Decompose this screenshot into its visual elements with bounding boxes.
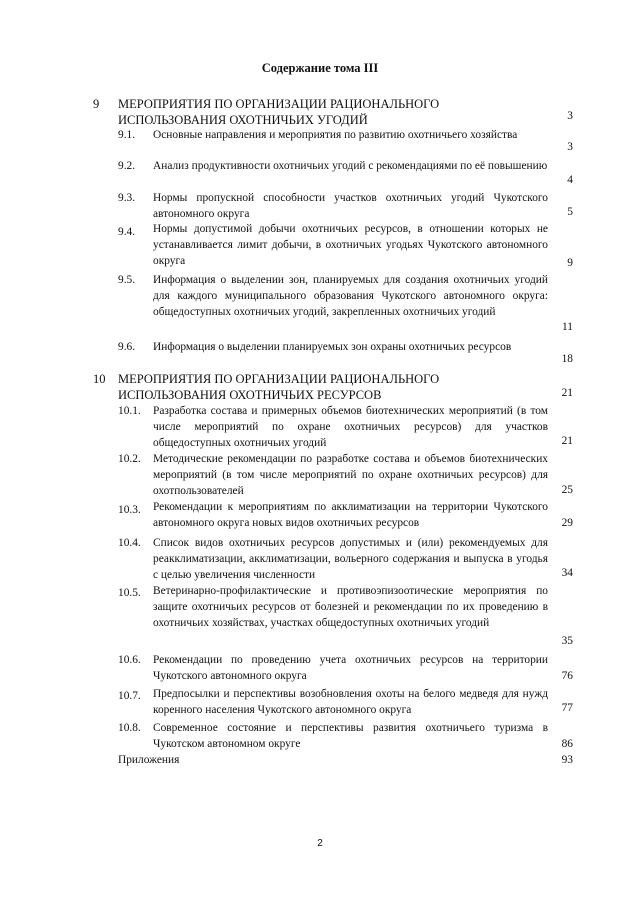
toc-page: 21 <box>561 435 573 447</box>
toc-number: 9 <box>93 97 100 111</box>
toc-title: Методические рекомендации по разработке состава и объемов биотехнических мероприятий (в том числе мероприятий по охране охотничьих ресурсов) для охотпользователей <box>153 453 548 497</box>
toc-item-10-2[interactable] <box>0 451 640 499</box>
toc-title: Предпосылки и перспективы возобновления охоты на белого медведя для нужд коренного населения Чукотского автономного округа <box>153 688 548 716</box>
toc-item-10-3[interactable] <box>0 499 640 533</box>
toc-title: Информация о выделении зон, планируемых для создания охотничьих угодий для каждого муниципального образования Чукотского автономного округа: общедоступных охотничьих угодий, закрепленных охотничьих угодий <box>153 274 548 318</box>
toc-number: 9.6. <box>118 341 136 353</box>
toc-section-9[interactable] <box>0 96 640 130</box>
toc-number: 9.5. <box>118 274 136 286</box>
toc-page: 18 <box>561 353 573 365</box>
toc-title: Список видов охотничьих ресурсов допустимых и (или) рекомендуемых для реакклиматизации, акклиматизации, вольерного содержания и выпуска в угодья с целью увеличения численности <box>153 537 548 581</box>
toc-page: 93 <box>561 754 573 766</box>
toc-title: Ветеринарно-профилактические и противоэпизоотические мероприятия по защите охотничьих ресурсов от болезней и рекомендации по их проведению в охотничьих хозяйствах, участках общедоступных охотничьих угодий <box>153 585 548 629</box>
toc-number: 10.5. <box>118 587 141 599</box>
toc-item-9-6[interactable] <box>0 339 640 371</box>
toc-page: 76 <box>561 670 573 682</box>
toc-page: 21 <box>561 387 573 399</box>
toc-title: Приложения <box>118 754 180 766</box>
toc-page: 4 <box>567 174 573 186</box>
toc-item-10-8[interactable] <box>0 720 640 752</box>
toc-page: 29 <box>561 517 573 529</box>
toc-number: 9.2. <box>118 160 136 172</box>
toc-page: 77 <box>561 702 573 714</box>
toc-title: Рекомендации к мероприятиям по акклиматизации на территории Чукотского автономного округа новых видов охотничьих ресурсов <box>153 501 548 529</box>
toc-page: 25 <box>561 484 573 496</box>
toc-page: 3 <box>567 141 573 153</box>
toc-appendix[interactable] <box>0 752 640 770</box>
toc-title: Основные направления и мероприятия по развитию охотничьего хозяйства <box>153 129 518 141</box>
toc-page: 9 <box>567 257 573 269</box>
toc-item-10-4[interactable] <box>0 535 640 583</box>
toc-number: 9.1. <box>118 129 136 141</box>
toc-number: 10.6. <box>118 654 141 666</box>
toc-number: 9.4. <box>118 226 136 238</box>
toc-title: Нормы допустимой добычи охотничьих ресурсов, в отношении которых не устанавливается лимит добычи, в охотничьих угодьях Чукотского автономного округа <box>153 223 548 267</box>
toc-title: Информация о выделении планируемых зон охраны охотничьих ресурсов <box>153 341 512 353</box>
page-title: Содержание тома III <box>261 61 379 75</box>
toc-number: 10.1. <box>118 405 141 417</box>
toc-page: 86 <box>561 738 573 750</box>
toc-page: 5 <box>567 206 573 218</box>
toc-title: Нормы пропускной способности участков охотничьих угодий Чукотского автономного округа <box>153 192 548 220</box>
toc-item-10-5[interactable] <box>0 583 640 647</box>
toc-title: Анализ продуктивности охотничьих угодий с рекомендациями по её повышению <box>153 160 548 172</box>
toc-page: 34 <box>561 567 573 579</box>
toc-number: 10.8. <box>118 722 141 734</box>
toc-number: 10 <box>93 372 106 386</box>
toc-title: МЕРОПРИЯТИЯ ПО ОРГАНИЗАЦИИ РАЦИОНАЛЬНОГО ИСПОЛЬЗОВАНИЯ ОХОТНИЧЬИХ РЕСУРСОВ <box>118 372 440 402</box>
toc-title: Разработка состава и примерных объемов биотехнических мероприятий (в том числе мероприятий по охране охотничьих ресурсов) для участков общедоступных охотничьих угодий <box>153 405 548 449</box>
page-number-footer: 2 <box>317 838 323 849</box>
toc-item-10-7[interactable] <box>0 686 640 718</box>
toc-number: 10.2. <box>118 453 141 465</box>
toc-page: 35 <box>561 635 573 647</box>
toc-item-9-2[interactable] <box>0 158 640 190</box>
toc-title: МЕРОПРИЯТИЯ ПО ОРГАНИЗАЦИИ РАЦИОНАЛЬНОГО ИСПОЛЬЗОВАНИЯ ОХОТНИЧЬИХ УГОДИЙ <box>118 97 440 127</box>
toc-item-9-3[interactable] <box>0 190 640 222</box>
toc-number: 10.3. <box>118 504 141 516</box>
toc-number: 10.4. <box>118 537 141 549</box>
toc-number: 10.7. <box>118 690 141 702</box>
toc-number: 9.3. <box>118 192 136 204</box>
toc-item-9-1[interactable] <box>0 127 640 159</box>
toc-page: 3 <box>567 110 573 122</box>
toc-title: Современное состояние и перспективы развития охотничьего туризма в Чукотском автономном округе <box>153 722 548 750</box>
toc-item-10-6[interactable] <box>0 652 640 684</box>
toc-item-9-5[interactable] <box>0 272 640 336</box>
toc-item-9-4[interactable] <box>0 221 640 269</box>
toc-section-10[interactable] <box>0 371 640 405</box>
toc-item-10-1[interactable] <box>0 403 640 451</box>
toc-page: 11 <box>562 321 573 333</box>
toc-title: Рекомендации по проведению учета охотничьих ресурсов на территории Чукотского автономного округа <box>153 654 548 682</box>
